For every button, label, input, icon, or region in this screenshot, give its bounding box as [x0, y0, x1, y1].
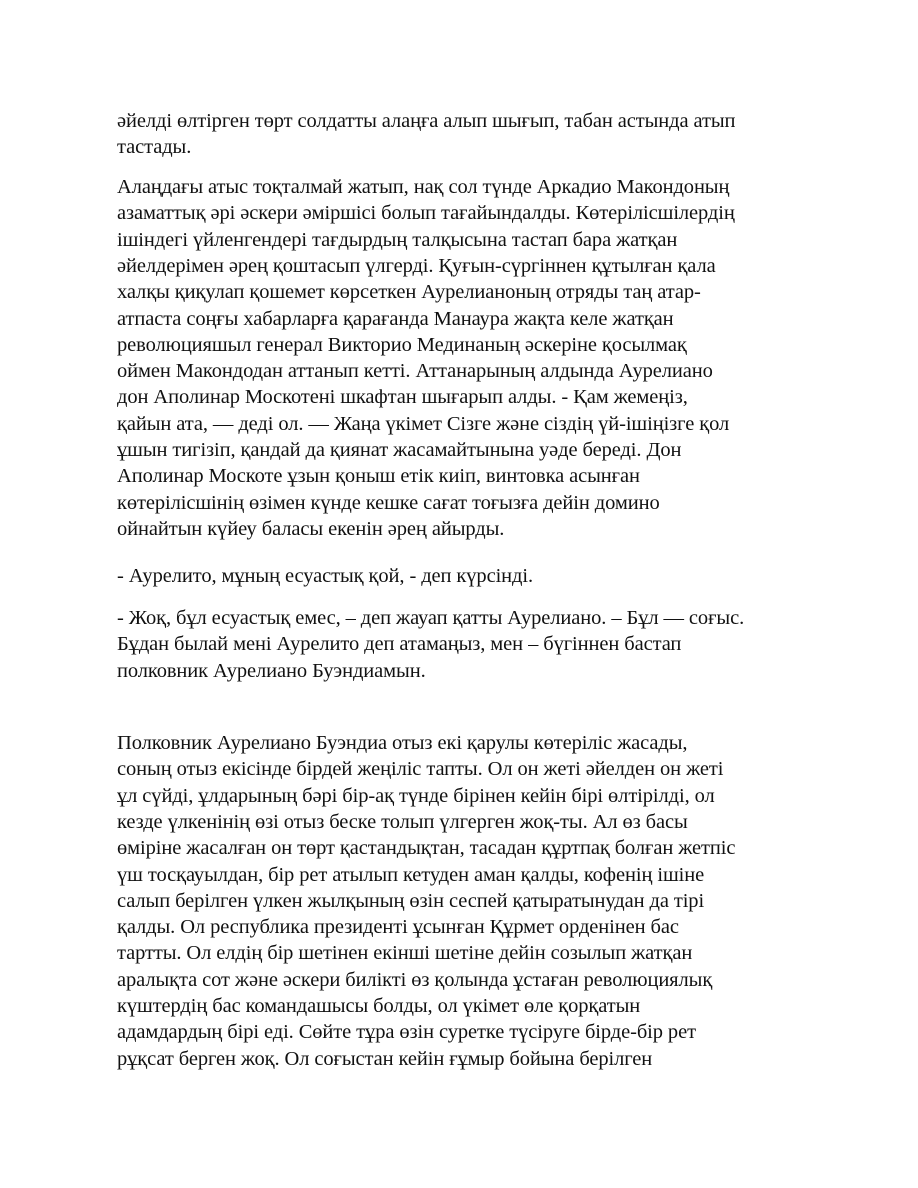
text-line: Бұдан былай мені Аурелито деп атамаңыз, мен – бүгіннен бастап — [117, 633, 682, 656]
text-line: Алаңдағы атыс тоқталмай жатып, нақ сол түнде Аркадио Макондоның — [117, 176, 730, 198]
text-line: Полковник Аурелиано Буэндиа отыз екі қарулы көтеріліс жасады, — [117, 732, 688, 754]
text-line: соның отыз екісінде бірдей жеңіліс тапты. Ол он жеті әйелден он жеті — [117, 758, 724, 781]
text-line: ұшын тигізіп, қандай да қиянат жасамайтынына уәде береді. Дон — [117, 439, 682, 461]
text-line: қалды. Ол республика президенті ұсынған Құрмет орденінен бас — [117, 916, 679, 939]
text-line: ұл сүйді, ұлдарының бәрі бір-ақ түнде бірінен кейін бірі өлтірілді, ол — [117, 784, 715, 807]
text-line: ішіндегі үйленгендері тағдырдың талқысына тастап бара жатқан — [117, 228, 678, 251]
text-line: оймен Макондодан аттанып кетті. Аттанарының алдында Аурелиано — [117, 360, 713, 383]
text-line: ойнайтын күйеу баласы екенін әрең айырды. — [117, 517, 505, 540]
text-line: аралықта сот және әскери билікті өз қолында ұстаған революциялық — [117, 968, 713, 991]
text-line: - Жоқ, бұл есуастық емес, – деп жауап қатты Аурелиано. – Бұл — соғыс. — [117, 607, 745, 629]
text-line: атпаста соңғы хабарларға қарағанда Манаура жақта келе жатқан — [117, 307, 674, 330]
text-line: полковник Аурелиано Буэндиамын. — [117, 659, 426, 682]
text-line: күштердің бас командашысы болды, ол үкімет өле қорқатын — [117, 995, 641, 1017]
text-line: тартты. Ол елдің бір шетінен екінші шетіне дейін созылып жатқан — [117, 942, 693, 965]
text-line: рұқсат берген жоқ. Ол соғыстан кейін ғұмыр бойына берілген — [117, 1047, 653, 1070]
text-line: дон Аполинар Москотені шкафтан шығарып алды. - Қам жемеңіз, — [117, 386, 688, 409]
text-line: азаматтық әрі әскери әміршісі болып тағайындалды. Көтерілісшілердің — [117, 202, 735, 225]
text-line: үш тосқауылдан, бір рет атылып кетуден аман қалды, кофенің ішіне — [117, 863, 705, 886]
text-line: қайын ата, — деді ол. — Жаңа үкімет Сізге және сіздің үй-ішіңізге қол — [117, 412, 730, 435]
text-line: адамдардың бірі еді. Сөйте тұра өзін суретке түсіруге бірде-бір рет — [117, 1021, 696, 1044]
text-line: салып берілген үлкен жылқының өзін сеспей қатыратынудан да тірі — [117, 889, 705, 912]
text-line: - Аурелито, мұның есуастық қой, - деп күрсінді. — [117, 565, 534, 587]
text-line: өміріне жасалған он төрт қастандықтан, тасадан құртпақ болған жетпіс — [117, 837, 736, 860]
text-line: көтерілісшінің өзімен күнде кешке сағат тоғызға дейін домино — [117, 491, 660, 514]
text-line: тастады. — [117, 136, 192, 159]
text-line: кезде үлкенінің өзі отыз беске толып үлгерген жоқ-ты. Ал өз басы — [117, 810, 688, 833]
text-line: революцияшыл генерал Викторио Мединаның әскеріне қосылмақ — [117, 333, 687, 356]
text-line: Аполинар Москоте ұзын қоныш етік киіп, винтовка асынған — [117, 465, 640, 488]
text-line: халқы қиқулап қошемет көрсеткен Аурелианоның отряды таң атар- — [117, 281, 701, 304]
text-line: әйелді өлтірген төрт солдатты алаңға алып шығып, табан астында атып — [117, 110, 736, 132]
text-line: әйелдерімен әрең қоштасып үлгерді. Қуғын-сүргіннен құтылған қала — [117, 254, 716, 277]
